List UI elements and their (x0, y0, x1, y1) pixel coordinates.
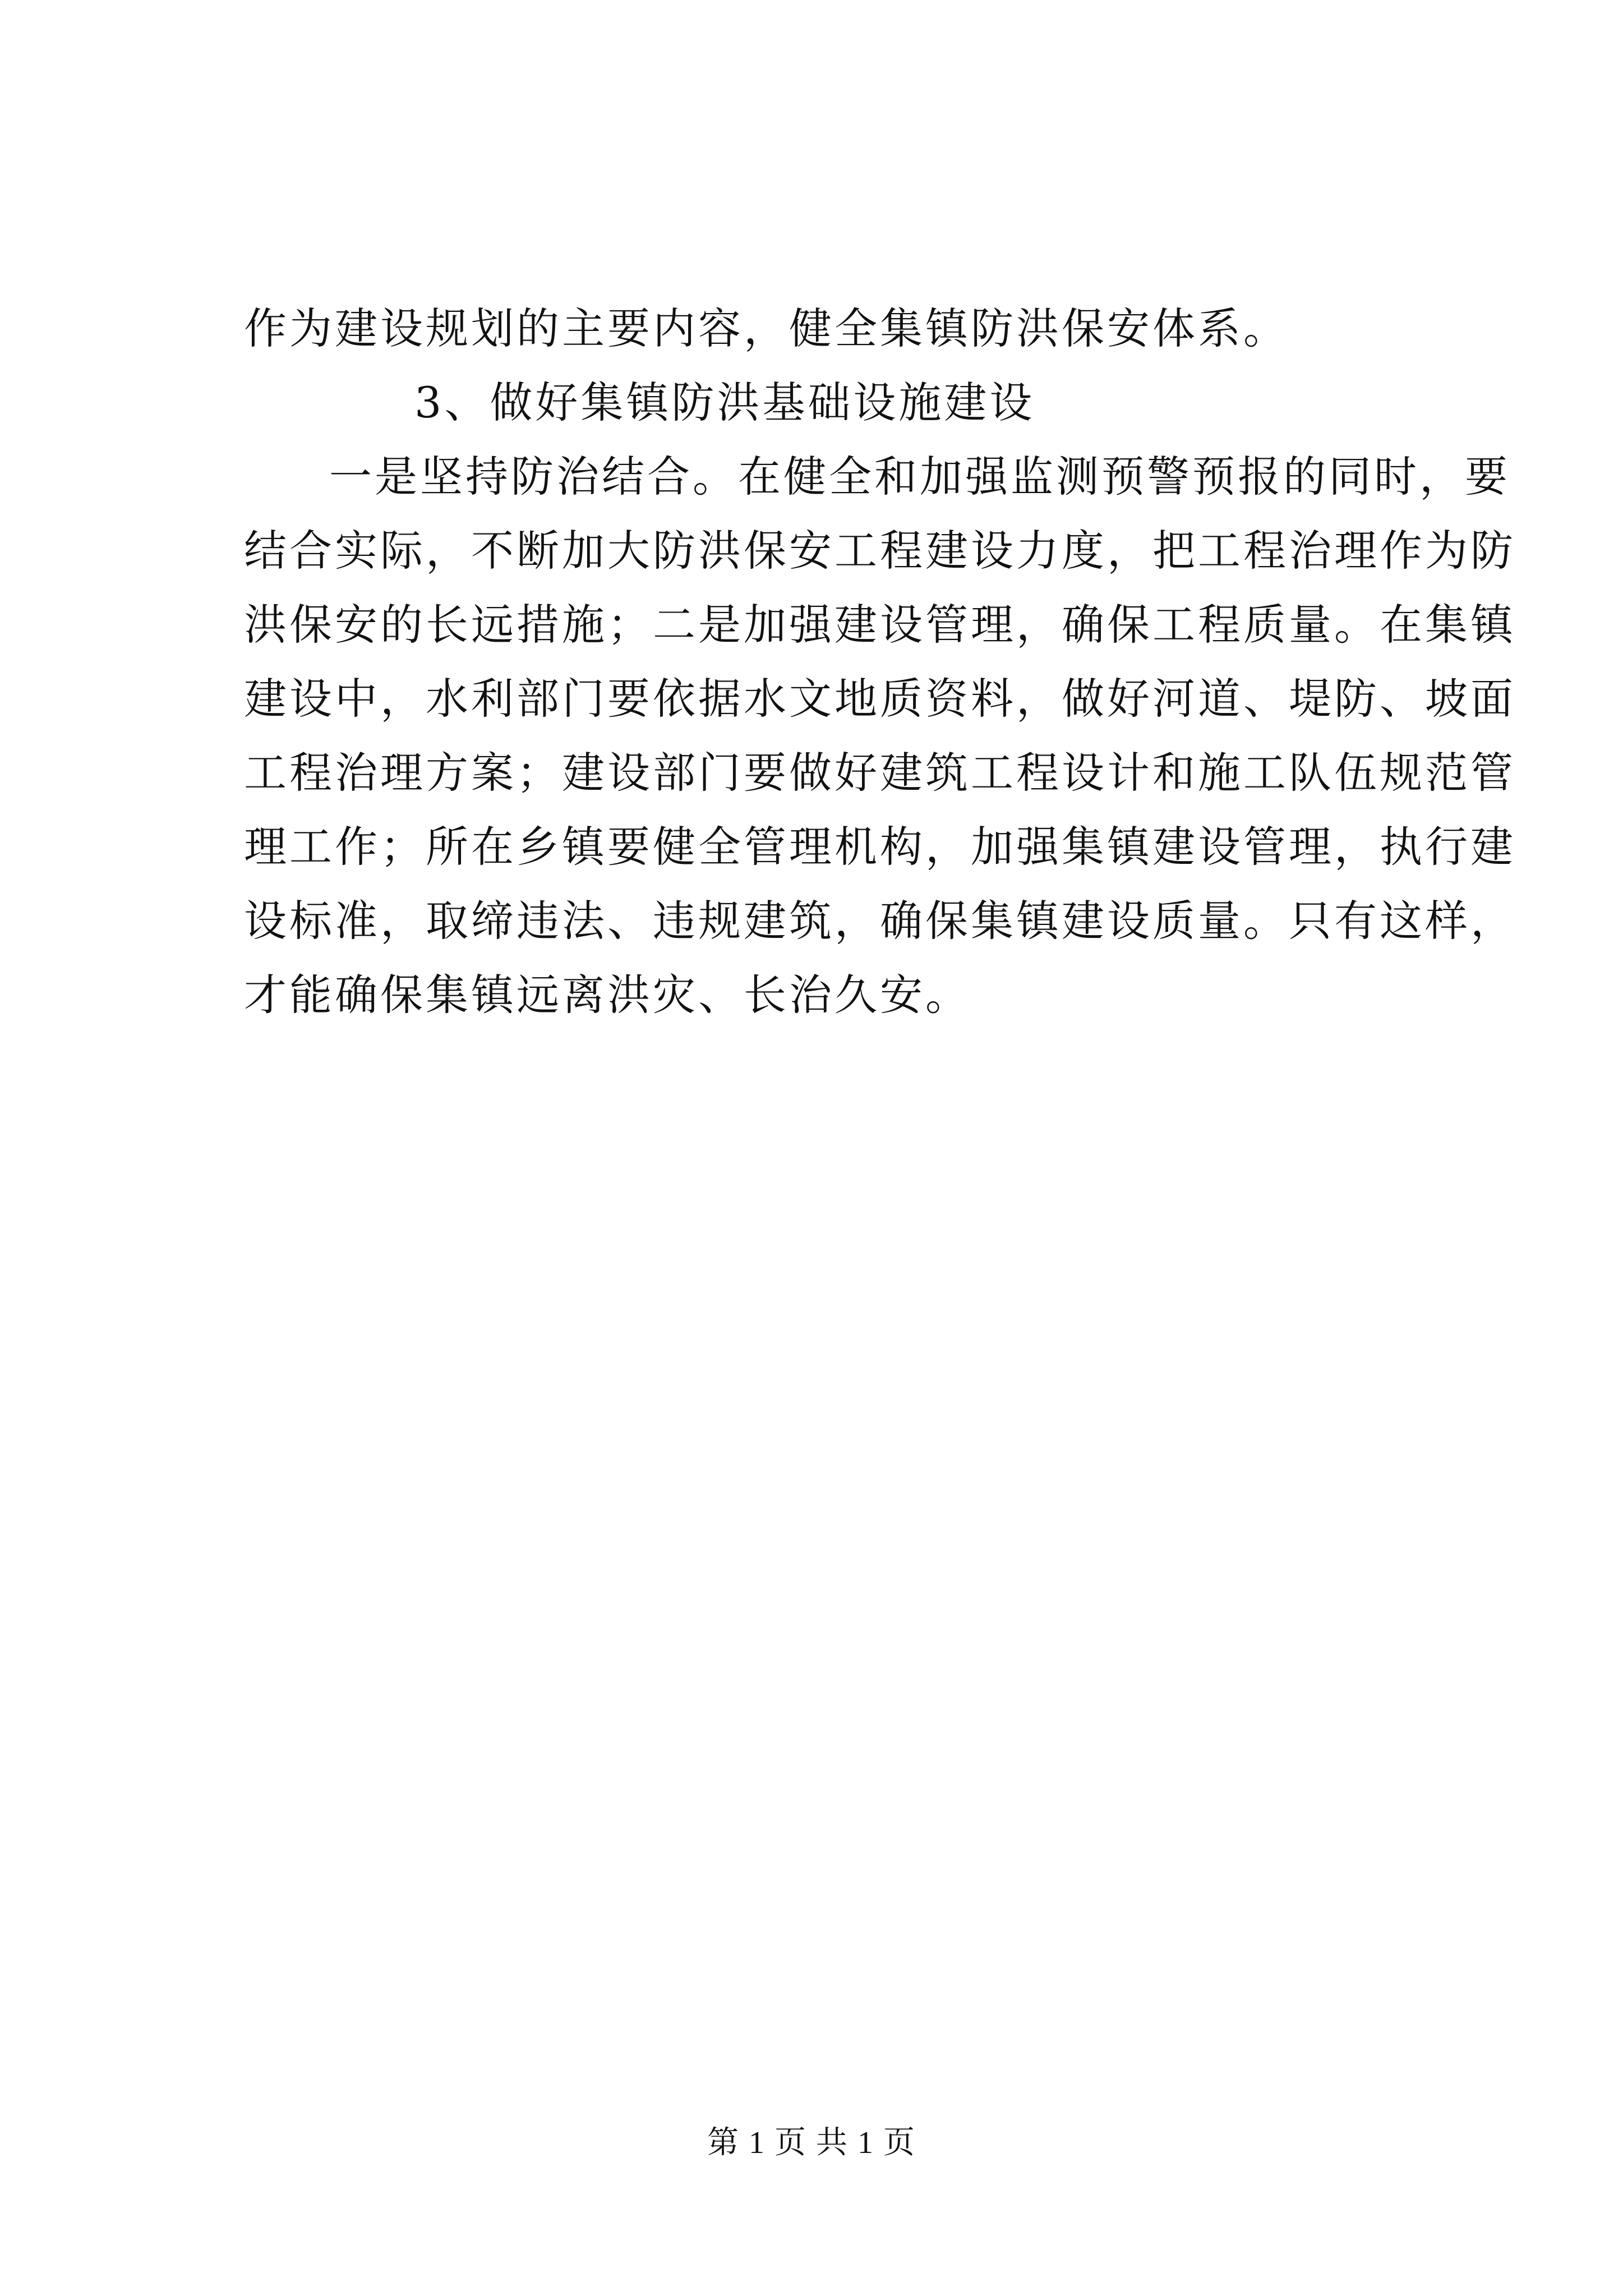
text-line: 才能确保集镇远离洪灾、长治久安。 (244, 970, 971, 1020)
text-line: 工程治理方案；建设部门要做好建筑工程设计和施工队伍规范管 (244, 748, 1516, 798)
text-line: 作为建设规划的主要内容，健全集镇防洪保安体系。 (244, 303, 1289, 353)
text-line: 洪保安的长远措施；二是加强建设管理，确保工程质量。在集镇 (244, 600, 1516, 650)
text-line: 建设中，水利部门要依据水文地质资料，做好河道、堤防、坡面 (244, 674, 1516, 724)
text-line: 一是坚持防治结合。在健全和加强监测预警预报的同时，要 (329, 452, 1510, 501)
heading-line: 3、做好集镇防洪基础设施建设 (414, 378, 1035, 427)
text-line: 设标准，取缔违法、违规建筑，确保集镇建设质量。只有这样， (244, 896, 1516, 946)
paragraph-body (244, 440, 1516, 1032)
text-line: 结合实际，不断加大防洪保安工程建设力度，把工程治理作为防 (244, 526, 1516, 576)
text-line: 理工作；所在乡镇要健全管理机构，加强集镇建设管理，执行建 (244, 822, 1516, 872)
paragraph-continuation (244, 292, 1433, 366)
page-number-footer: 第 1 页 共 1 页 (707, 2125, 916, 2160)
document-body (244, 292, 1516, 1032)
section-heading (244, 366, 1433, 440)
